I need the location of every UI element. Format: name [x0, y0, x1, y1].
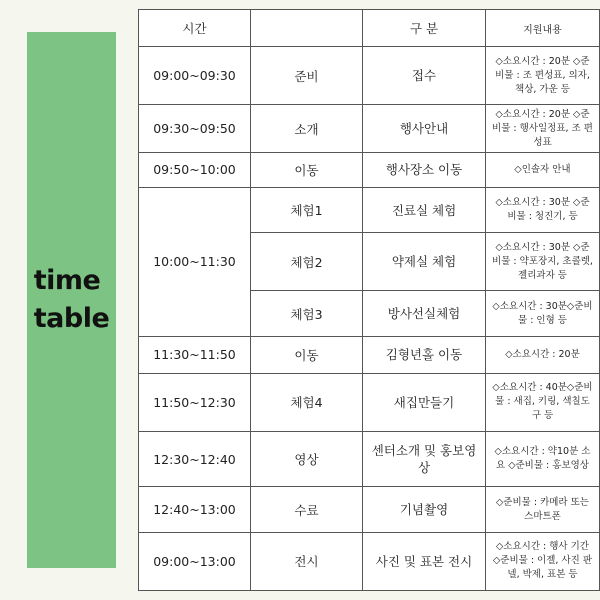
header-type: [251, 10, 363, 47]
row-time: 11:30~11:50: [139, 336, 251, 373]
row-division: 진료실 체험: [363, 187, 486, 232]
side-title-line2: table: [33, 303, 110, 334]
row-time: 10:00~11:30: [139, 187, 251, 336]
row-type: 체험4: [251, 373, 363, 431]
row-type: 소개: [251, 105, 363, 152]
row-division: 센터소개 및 홍보영상: [363, 432, 486, 487]
table-row: [139, 336, 600, 373]
row-type: 체험1: [251, 187, 363, 232]
table-row: [139, 373, 600, 431]
row-type: 체험2: [251, 233, 363, 291]
row-note: ◇소요시간 : 20분 ◇준비물 : 행사일정표, 조 편성표: [486, 105, 600, 152]
row-division: 기념촬영: [363, 487, 486, 532]
row-time: 12:30~12:40: [139, 432, 251, 487]
row-note: ◇소요시간 : 20분 ◇준비물 : 조 편성표, 의자, 책상, 가운 등: [486, 47, 600, 105]
row-type: 수료: [251, 487, 363, 532]
row-type: 이동: [251, 152, 363, 187]
header-division: 구 분: [363, 10, 486, 47]
row-division: 접수: [363, 47, 486, 105]
row-division: 방사선실체험: [363, 291, 486, 336]
row-type: 영상: [251, 432, 363, 487]
row-time: 12:40~13:00: [139, 487, 251, 532]
row-division: 김형년홀 이동: [363, 336, 486, 373]
row-note: ◇소요시간 : 30분 ◇준비물 : 약포장지, 초콜렛, 젤리과자 등: [486, 233, 600, 291]
row-type: 준비: [251, 47, 363, 105]
row-note: ◇소요시간 : 40분◇준비물 : 새집, 키링, 색칠도구 등: [486, 373, 600, 431]
row-time: 11:50~12:30: [139, 373, 251, 431]
row-time: 09:50~10:00: [139, 152, 251, 187]
side-title: [34, 262, 110, 338]
table-header-row: [139, 10, 600, 47]
row-division: 행사안내: [363, 105, 486, 152]
row-division: 사진 및 표본 전시: [363, 532, 486, 590]
row-time: 09:00~13:00: [139, 532, 251, 590]
schedule-table: [138, 9, 600, 591]
table-row: [139, 47, 600, 105]
table-row: [139, 187, 600, 232]
row-note: ◇소요시간 : 30분 ◇준비물 : 청진기, 등: [486, 187, 600, 232]
row-note: ◇소요시간 : 30분◇준비물 : 인형 등: [486, 291, 600, 336]
row-division: 새집만들기: [363, 373, 486, 431]
header-support: 지원내용: [486, 10, 600, 47]
side-title-line1: time: [33, 265, 101, 296]
row-type: 체험3: [251, 291, 363, 336]
schedule-sheet: [138, 9, 599, 591]
row-note: ◇소요시간 : 약10분 소요 ◇준비물 : 홍보영상: [486, 432, 600, 487]
side-banner: [27, 32, 116, 568]
row-note: ◇소요시간 : 행사 기간 ◇준비물 : 이젤, 사진 판넬, 박제, 표본 등: [486, 532, 600, 590]
row-type: 이동: [251, 336, 363, 373]
row-note: ◇인솔자 안내: [486, 152, 600, 187]
table-row: [139, 432, 600, 487]
row-type: 전시: [251, 532, 363, 590]
table-row: [139, 487, 600, 532]
row-time: 09:00~09:30: [139, 47, 251, 105]
row-note: ◇소요시간 : 20분: [486, 336, 600, 373]
table-row: [139, 152, 600, 187]
row-division: 행사장소 이동: [363, 152, 486, 187]
table-row: [139, 532, 600, 590]
row-time: 09:30~09:50: [139, 105, 251, 152]
row-division: 약제실 체험: [363, 233, 486, 291]
row-note: ◇준비물 : 카메라 또는 스마트폰: [486, 487, 600, 532]
table-row: [139, 105, 600, 152]
header-time: 시간: [139, 10, 251, 47]
